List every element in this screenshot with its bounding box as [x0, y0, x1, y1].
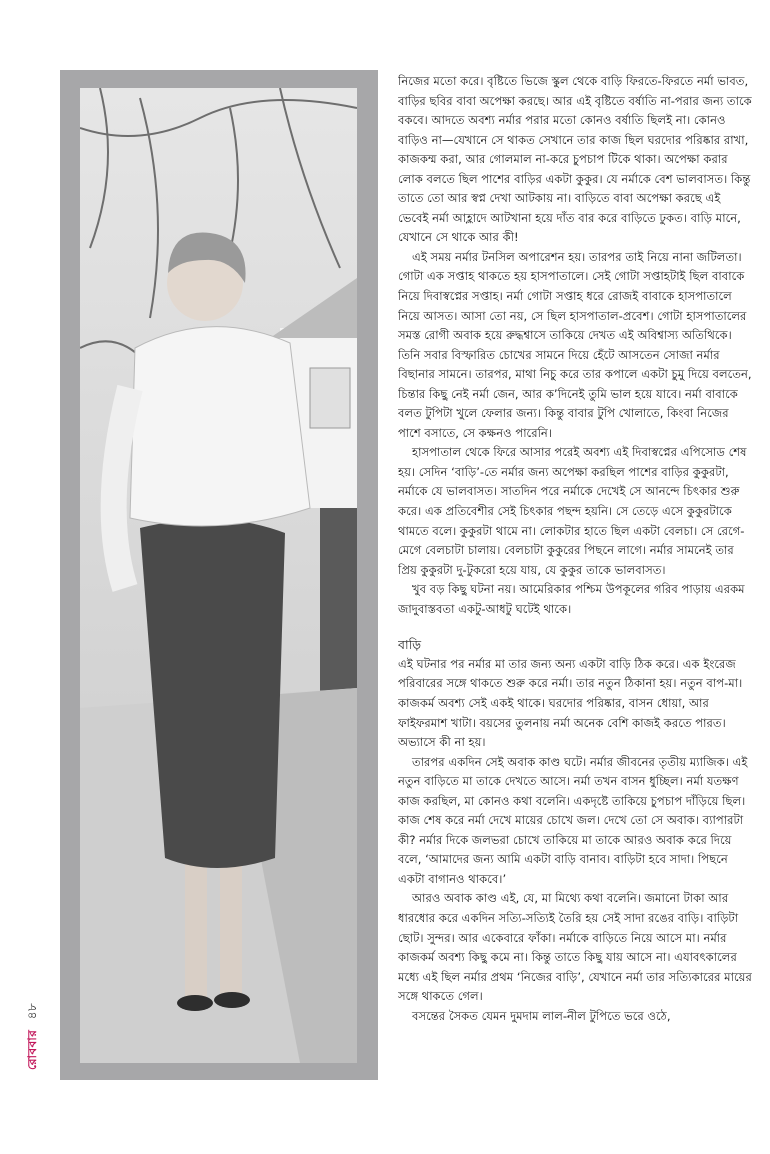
section-heading: বাড়ি [398, 637, 422, 653]
woman-portrait-photo [80, 88, 357, 1063]
article-paragraph: এই ঘটনার পর নর্মার মা তার জন্য অন্য একটা বাড়ি ঠিক করে। এক ইংরেজ পরিবারের সঙ্গে থাকতে শুরু করে নর্মা। তার নতুন ঠিকানা হয়। নতুন বাপ-মা। কাজকর্ম অবশ্য সেই একই থাকে। ঘরদোর পরিষ্কার, বাসন ধোয়া, আর ফাইফরমাশ খাটা। বয়সের তুলনায় নর্মা অনেক বেশি কাজই করতে পারত। অভ্যাসে কী না হয়। [398, 656, 743, 750]
article-paragraph: আরও অবাক কাণ্ড এই, যে, মা মিথ্যে কথা বলেনি। জমানো টাকা আর ধারধোর করে একদিন সত্যি-সত্যিই তৈরি হয় সেই সাদা রঙের বাড়ি। বাড়িটা ছোট। সুন্দর। আর একেবারে ফাঁকা। নর্মাকে বাড়িতে নিয়ে আসে মা। নর্মার কাজকর্ম অবশ্য কিছু কমে না। কিন্তু তাতে কিছু যায় আসে না। এযাবৎকালের মধ্যে এই ছিল নর্মার প্রথম ‘নিজের বাড়ি’, যেখানে নর্মা তার সত্যিকারের মায়ের সঙ্গে থাকতে গেল। [398, 891, 752, 1004]
page-number: ৪৮ [25, 1002, 39, 1020]
article-paragraph: এই সময় নর্মার টনসিল অপারেশন হয়। তারপর তাই নিয়ে নানা জটিলতা। গোটা এক সপ্তাহ থাকতে হয় হাসপাতালে। সেই গোটা সপ্তাহটাই ছিল বাবাকে নিয়ে দিবাস্বপ্নের সপ্তাহ। নর্মা গোটা সপ্তাহ ধরে রোজই বাবাকে হাসপাতালে নিয়ে আসত। আসা তো নয়, সে ছিল হাসপাতাল-প্রবেশ। গোটা হাসপাতালের সমস্ত রোগী অবাক হয়ে রুদ্ধশ্বাসে তাকিয়ে দেখত এই অবিশ্বাস্য অতিথিকে। তিনি সবার বিস্ফারিত চোখের সামনে দিয়ে হেঁটে আসতেন সোজা নর্মার বিছানার সামনে। তারপর, মাথা নিচু করে তার কপালে একটা চুমু দিয়ে বলতেন, চিন্তার কিছু নেই নর্মা জেন, আর ক’দিনেই তুমি ভাল হয়ে যাবে। নর্মা বাবাকে বলত টুপিটা খুলে ফেলার জন্য। কিন্তু বাবার টুপি খোলাতে, কিংবা নিজের পাশে বসাতে, সে কক্ষনও পারেনি। [398, 249, 752, 440]
magazine-name: রোববার [25, 1029, 39, 1070]
article-column [398, 72, 754, 1147]
article-paragraph: বসন্তের সৈকত যেমন দুমদাম লাল-নীল টুপিতে ভরে ওঠে, [412, 1008, 671, 1023]
page-folio [24, 1002, 44, 1070]
article-paragraph: হাসপাতাল থেকে ফিরে আসার পরেই অবশ্য এই দিবাস্বপ্নের এপিসোড শেষ হয়। সেদিন ‘বাড়ি’-তে নর্মার জন্য অপেক্ষা করছিল পাশের বাড়ির কুকুরটা, নর্মাকে যে ভালবাসত। সাতদিন পরে নর্মাকে দেখেই সে আনন্দে চিৎকার শুরু করে। এক প্রতিবেশীর সেই চিৎকার পছন্দ হয়নি। সে তেড়ে এসে কুকুরটাকে থামতে বলে। কুকুরটা থামে না। লোকটার হাতে ছিল একটা বেলচা। সে রেগে-মেগে বেলচাটা চালায়। বেলচাটা কুকুরের পিছনে লাগে। নর্মার সামনেই তার প্রিয় কুকুরটা দু-টুকরো হয়ে যায়, যে কুকুর তাকে ভালবাসত। [398, 445, 747, 577]
article-paragraph: খুব বড় কিছু ঘটনা নয়। আমেরিকার পশ্চিম উপকূলের গরিব পাড়ায় এরকম জাদুবাস্তবতা একটু-আধটু ঘটেই থাকে। [398, 582, 745, 616]
photo-illustration [80, 88, 357, 1063]
article-paragraph: নিজের মতো করে। বৃষ্টিতে ভিজে স্কুল থেকে বাড়ি ফিরতে-ফিরতে নর্মা ভাবত, বাড়ির ছবির বাবা অপেক্ষা করছে। আর এই বৃষ্টিতে বর্ষাতি না-পরার জন্য তাকে বকবে। আদতে অবশ্য নর্মার পরার মতো কোনও বর্ষাতি ছিলই না। কোনও বাড়িও না—যেখানে সে থাকত সেখানে তার কাজ ছিল ঘরদোর পরিষ্কার রাখা, কাজকম্ম করা, আর গোলমাল না-করে চুপচাপ টিকে থাকা। অপেক্ষা করার লোক বলতে ছিল পাশের বাড়ির একটা কুকুর। যে নর্মাকে বেশ ভালবাসত। কিন্তু তাতে তো আর স্বপ্ন দেখা আটকায় না। বাড়িতে বাবা অপেক্ষা করছে এই ভেবেই নর্মা আহ্লাদে আটখানা হয়ে দাঁত বার করে বাড়িতে ঢুকত। বাড়ি মানে, যেখানে সে থাকে আর কী! [398, 74, 752, 245]
article-paragraph: তারপর একদিন সেই অবাক কাণ্ড ঘটে। নর্মার জীবনের তৃতীয় ম্যাজিক। এই নতুন বাড়িতে মা তাকে দেখতে আসে। নর্মা তখন বাসন ধুচ্ছিল। নর্মা যতক্ষণ কাজ করছিল, মা কোনও কথা বলেনি। একদৃষ্টে তাকিয়ে চুপচাপ দাঁড়িয়ে ছিল। কাজ শেষ করে নর্মা দেখে মায়ের চোখে জল। দেখে তো সে অবাক। ব্যাপারটা কী? নর্মার দিকে জলভরা চোখে তাকিয়ে মা তাকে আরও অবাক করে দিয়ে বলে, ‘আমাদের জন্য আমি একটা বাড়ি বানাব। বাড়িটা হবে সাদা। পিছনে একটা বাগানও থাকবে।’ [398, 754, 748, 886]
